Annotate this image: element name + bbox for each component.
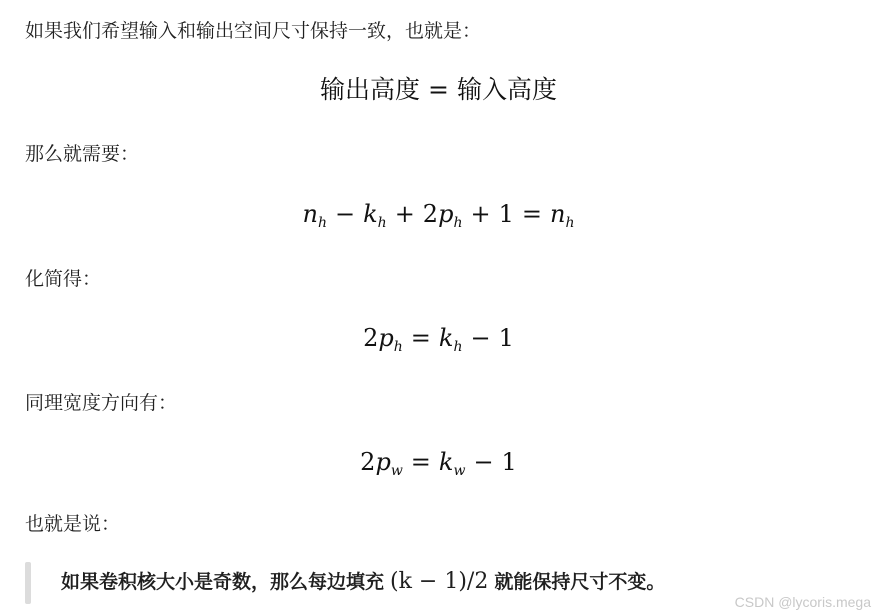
quote-inline-math: (k − 1)/2 xyxy=(390,569,489,594)
eq2-two: 2 xyxy=(422,200,439,228)
eq1-lhs: 输出高度 xyxy=(320,75,421,104)
eq4-two: 2 xyxy=(360,448,376,476)
eq4-p: p xyxy=(375,448,391,476)
eq2-n-rhs-subscript: h xyxy=(565,215,575,231)
eq2-equals: = xyxy=(521,200,542,228)
eq2-n-subscript: h xyxy=(317,215,327,231)
quote-text-after: 就能保持尺寸不变。 xyxy=(494,571,666,593)
equation-width-padding xyxy=(0,446,877,487)
eq4-k: k xyxy=(438,448,454,476)
eq3-two: 2 xyxy=(363,324,379,352)
eq4-equals: = xyxy=(410,448,431,476)
eq2-plus-2: + xyxy=(470,200,491,228)
paragraph-intro: 如果我们希望输入和输出空间尺寸保持一致，也就是： xyxy=(25,20,482,42)
quote-text-before: 如果卷积核大小是奇数，那么每边填充 xyxy=(61,571,385,593)
eq4-p-subscript: w xyxy=(390,463,403,479)
paragraph-simplify: 化简得： xyxy=(25,268,102,290)
eq2-plus: + xyxy=(394,200,415,228)
eq2-k-subscript: h xyxy=(377,215,387,231)
equation-height-padding xyxy=(0,322,877,363)
eq2-p: p xyxy=(438,200,454,228)
equation-output-equals-input xyxy=(0,74,877,106)
eq3-k: k xyxy=(438,324,454,352)
eq4-one: 1 xyxy=(501,448,517,476)
equation-padding-condition xyxy=(0,198,877,239)
eq1-operator: = xyxy=(428,75,449,104)
eq2-minus: − xyxy=(335,200,356,228)
eq3-equals: = xyxy=(410,324,431,352)
eq4-minus: − xyxy=(473,448,494,476)
eq3-p-subscript: h xyxy=(393,339,403,355)
eq4-k-subscript: w xyxy=(453,463,466,479)
watermark: CSDN @lycoris.mega xyxy=(734,594,871,610)
eq2-p-subscript: h xyxy=(453,215,463,231)
paragraph-then-need: 那么就需要： xyxy=(25,143,140,165)
blockquote-bar xyxy=(25,562,31,604)
eq3-k-subscript: h xyxy=(453,339,463,355)
eq3-one: 1 xyxy=(498,324,514,352)
paragraph-that-is: 也就是说： xyxy=(25,513,121,535)
eq1-rhs: 输入高度 xyxy=(456,75,557,104)
eq3-minus: − xyxy=(470,324,491,352)
blockquote-text xyxy=(61,568,665,596)
eq2-one: 1 xyxy=(498,200,514,228)
eq2-n-rhs: n xyxy=(549,200,566,228)
eq2-k: k xyxy=(363,200,378,228)
blockquote-conclusion xyxy=(25,562,845,604)
paragraph-width-direction: 同理宽度方向有： xyxy=(25,392,178,414)
eq3-p: p xyxy=(378,324,394,352)
eq2-n: n xyxy=(302,200,318,228)
